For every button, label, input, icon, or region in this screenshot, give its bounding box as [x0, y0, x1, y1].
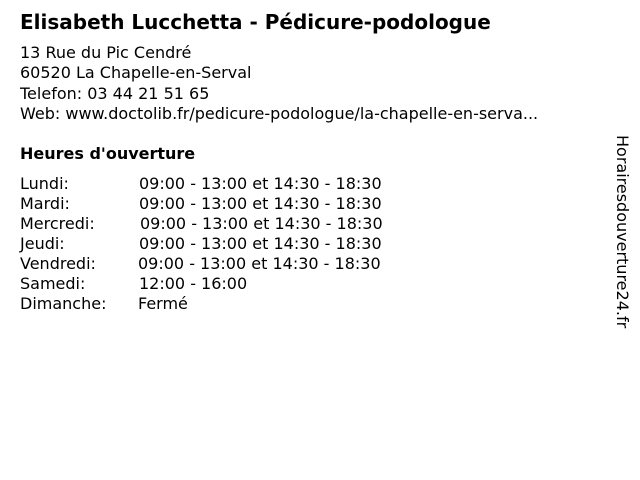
day-hours: 09:00 - 13:00 et 14:30 - 18:30	[139, 174, 382, 193]
day-label: Mercredi:	[20, 214, 95, 233]
street-address: 13 Rue du Pic Cendré	[20, 43, 192, 62]
day-label: Mardi:	[20, 194, 70, 213]
day-hours: Fermé	[138, 294, 188, 313]
opening-hours-heading: Heures d'ouverture	[20, 144, 196, 163]
site-watermark	[612, 135, 632, 345]
day-hours: 09:00 - 13:00 et 14:30 - 18:30	[138, 254, 381, 273]
business-address-block	[20, 43, 538, 124]
city-address: 60520 La Chapelle-en-Serval	[20, 63, 252, 83]
day-label: Lundi:	[20, 174, 69, 193]
day-label: Dimanche:	[20, 294, 107, 313]
phone-number: Telefon: 03 44 21 51 65	[20, 83, 210, 103]
website-link: Web: www.doctolib.fr/pedicure-podologue/la-chapelle-en-serva...	[20, 103, 539, 123]
watermark-text: Horairesdouverture24.fr	[613, 135, 632, 329]
day-hours: 09:00 - 13:00 et 14:30 - 18:30	[139, 234, 382, 253]
day-label: Vendredi:	[20, 254, 96, 273]
business-title: Elisabeth Lucchetta - Pédicure-podologue	[20, 10, 491, 34]
day-hours: 09:00 - 13:00 et 14:30 - 18:30	[139, 194, 382, 213]
day-hours: 12:00 - 16:00	[139, 274, 248, 293]
day-hours: 09:00 - 13:00 et 14:30 - 18:30	[140, 214, 383, 233]
day-label: Jeudi:	[20, 234, 65, 253]
day-label: Samedi:	[20, 274, 86, 293]
